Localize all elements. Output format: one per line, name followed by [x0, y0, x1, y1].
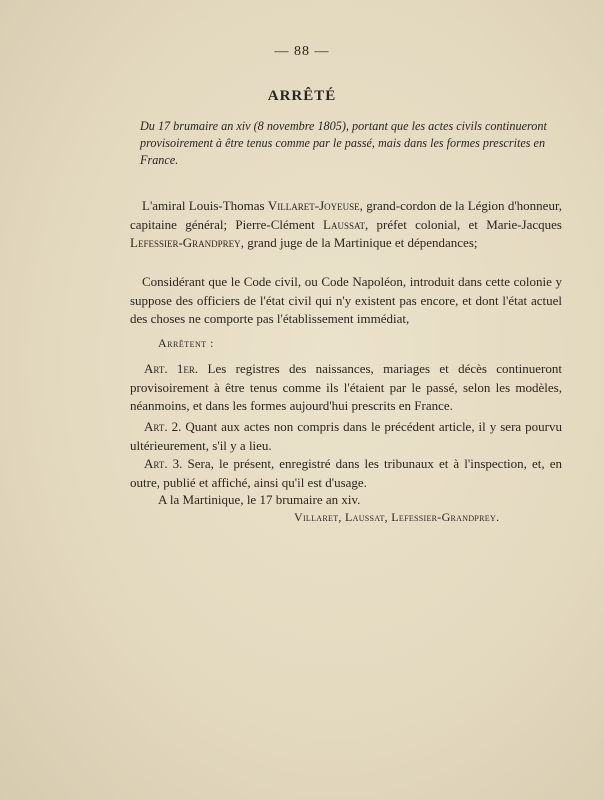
article-text: Quant aux actes non compris dans le précédent article, il y sera pourvu ultérieurement, s'il y a lieu. — [130, 419, 562, 453]
decree-summary: Du 17 brumaire an xiv (8 novembre 1805), portant que les actes civils continueront provisoirement à être tenus comme par le passé, mais dans les formes prescrites en France. — [140, 119, 547, 167]
preamble-text: L'amiral Louis-Thomas — [142, 198, 268, 213]
article-text: Sera, le présent, enregistré dans les tribunaux et à l'inspection, et, en outre, publié et affiché, ainsi qu'il est d'usage. — [130, 456, 562, 490]
article-label: Art. 3. — [144, 456, 183, 471]
preamble-text: , grand juge de la Martinique et dépendances; — [240, 235, 478, 251]
article-3 — [130, 455, 562, 492]
article-1 — [130, 360, 562, 416]
preamble-text: , préfet colonial, et Marie-Jacques — [365, 216, 562, 232]
signatory-name: Lefessier-Grandprey — [130, 235, 241, 251]
article-label: Art. 1er. — [144, 361, 199, 376]
signatory-name: Villaret-Joyeuse — [267, 198, 360, 213]
place-date: A la Martinique, le 17 brumaire an xiv. — [158, 492, 361, 507]
page-number: — 88 — — [274, 44, 330, 59]
article-text: Les registres des naissances, mariages et décès continueront provisoirement à être tenus comme ils l'étaient par le passé, selon les modèles, néanmoins, et dans les formes aujourd'hui prescrits en France. — [130, 361, 562, 414]
preamble-paragraph — [130, 197, 562, 253]
arretent-heading: Arrêtent : — [158, 336, 214, 350]
document-title: ARRÊTÉ — [267, 88, 337, 104]
preamble-text: , grand-cordon de la Légion d'honneur, capitaine général; Pierre-Clément — [130, 198, 562, 232]
signatures: Villaret, Laussat, Lefessier-Grandprey. — [294, 510, 500, 524]
article-label: Art. 2. — [144, 419, 182, 434]
signatory-name: Laussat — [323, 216, 365, 232]
article-2 — [130, 418, 562, 455]
considerant-paragraph: Considérant que le Code civil, ou Code Napoléon, introduit dans cette colonie y suppose des officiers de l'état civil qui n'y existent pas encore, et dont l'état actuel des choses ne comporte pas l'établissement immédiat, — [130, 274, 562, 327]
